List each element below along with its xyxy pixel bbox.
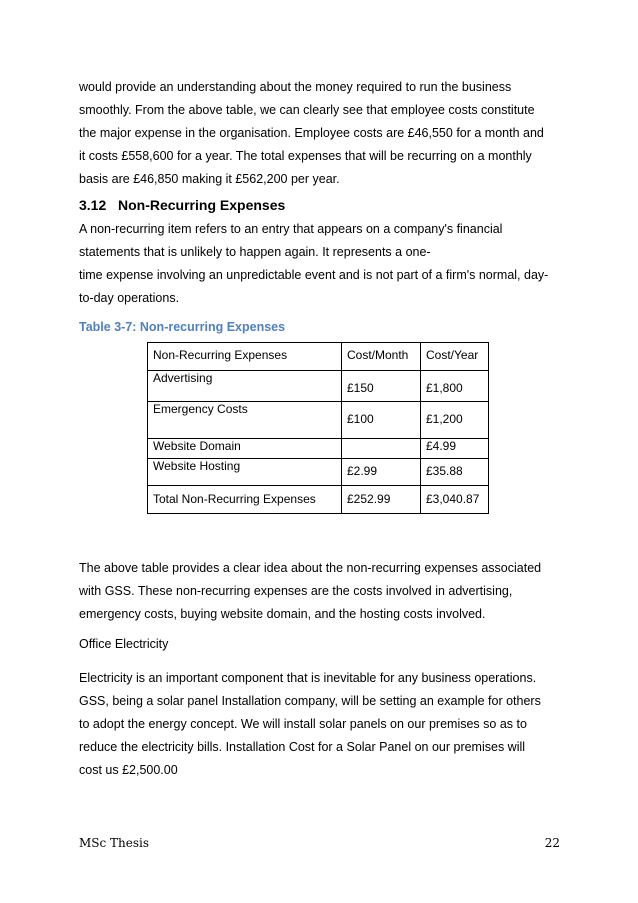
table-cell: Total Non-Recurring Expenses [148,486,342,514]
text-line: GSS, being a solar panel Installation company, will be setting an example for others [79,694,541,708]
text-line: the major expense in the organisation. Employee costs are £46,550 for a month and [79,126,544,140]
text-line: emergency costs, buying website domain, and the hosting costs involved. [79,607,486,621]
table-row [148,459,489,486]
text-line: cost us £2,500.00 [79,763,178,777]
office-electricity-title: Office Electricity [79,637,169,651]
table-row [148,402,489,439]
text-line: The above table provides a clear idea about the non-recurring expenses associated [79,561,542,575]
table-cell [342,439,421,459]
section-heading [79,197,285,213]
table-row [148,439,489,459]
table-cell: £1,800 [421,371,489,402]
header-cell: Cost/Year [421,343,489,371]
text-line: to-day operations. [79,291,180,305]
section-number: 3.12 [79,197,107,213]
text-line: would provide an understanding about the money required to run the business [79,80,512,94]
table-cell: £4.99 [421,439,489,459]
table-cell: £100 [342,402,421,439]
text-line: statements that is unlikely to happen again. It represents a one- [79,245,431,259]
table-row [148,371,489,402]
text-line: time expense involving an unpredictable event and is not part of a firm's normal, day- [79,268,549,282]
header-cell: Non-Recurring Expenses [148,343,342,371]
table-cell: £2.99 [342,459,421,486]
text-line: smoothly. From the above table, we can clearly see that employee costs constitute [79,103,535,117]
table-caption: Table 3-7: Non-recurring Expenses [79,320,286,334]
table-total-row [148,486,489,514]
table-cell: £150 [342,371,421,402]
table-cell: £252.99 [342,486,421,514]
text-line: basis are £46,850 making it £562,200 per year. [79,172,340,186]
text-line: to adopt the energy concept. We will install solar panels on our premises so as to [79,717,527,731]
footer-left-text: MSc Thesis [79,836,150,850]
section-title: Non-Recurring Expenses [118,197,286,213]
expenses-table [147,342,489,514]
section-paragraph [79,218,565,310]
table-cell: Emergency Costs [148,402,342,439]
page-number: 22 [544,836,560,850]
intro-paragraph [79,76,565,191]
text-line: A non-recurring item refers to an entry that appears on a company's financial [79,222,503,236]
table-cell: Website Hosting [148,459,342,486]
text-line: reduce the electricity bills. Installation Cost for a Solar Panel on our premises will [79,740,526,754]
table-header-row [148,343,489,371]
table-cell: £3,040.87 [421,486,489,514]
after-table-paragraph [79,557,565,626]
table-cell: Advertising [148,371,342,402]
table-cell: Website Domain [148,439,342,459]
table-cell: £1,200 [421,402,489,439]
office-electricity-paragraph [79,667,565,782]
text-line: it costs £558,600 for a year. The total expenses that will be recurring on a monthly [79,149,532,163]
table-cell: £35.88 [421,459,489,486]
header-cell: Cost/Month [342,343,421,371]
text-line: Electricity is an important component that is inevitable for any business operations. [79,671,537,685]
text-line: with GSS. These non-recurring expenses are the costs involved in advertising, [79,584,513,598]
